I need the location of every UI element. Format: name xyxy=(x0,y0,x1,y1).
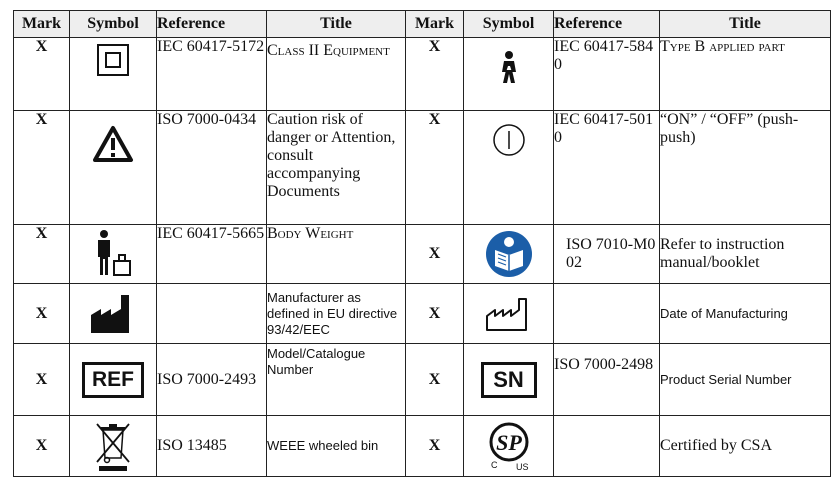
class-ii-icon xyxy=(96,43,130,77)
symbol-cell xyxy=(70,284,157,344)
reference-cell: IEC 60417-5172 xyxy=(157,38,267,111)
header-title-2: Title xyxy=(660,11,831,38)
body-weight-icon xyxy=(93,229,133,277)
title-cell: WEEE wheeled bin xyxy=(267,416,406,477)
table-row xyxy=(14,416,831,477)
reference-cell: ISO 7000-2498 xyxy=(554,344,660,416)
reference-cell: ISO 7000-0434 xyxy=(157,111,267,225)
symbol-cell xyxy=(70,344,157,416)
table-row xyxy=(14,111,831,225)
symbols-table xyxy=(13,10,831,477)
table-row xyxy=(14,284,831,344)
symbol-cell xyxy=(70,225,157,284)
mark-cell: X xyxy=(14,284,70,344)
title-cell: Model/Catalogue Number xyxy=(267,344,406,416)
header-symbol-2: Symbol xyxy=(464,11,554,38)
reference-cell xyxy=(157,284,267,344)
symbol-cell xyxy=(70,38,157,111)
header-reference-2: Reference xyxy=(554,11,660,38)
ref-icon: REF xyxy=(82,362,144,398)
title-cell: Product Serial Number xyxy=(660,344,831,416)
title-cell: Certified by CSA xyxy=(660,416,831,477)
csa-logo-text: SP xyxy=(495,430,522,455)
header-row xyxy=(14,11,831,38)
header-title: Title xyxy=(267,11,406,38)
instruction-manual-icon xyxy=(485,230,533,278)
csa-certified-icon xyxy=(485,420,533,472)
mark-cell: X xyxy=(406,38,464,111)
symbol-cell xyxy=(464,284,554,344)
symbol-cell xyxy=(464,111,554,225)
title-cell: Type B applied part xyxy=(660,38,831,111)
title-cell: Manufacturer as defined in EU directive 93/42/EEC xyxy=(267,284,406,344)
mark-cell: X xyxy=(406,111,464,225)
reference-cell: IEC 60417-5840 xyxy=(554,38,660,111)
title-cell: Class II Equipment xyxy=(267,38,406,111)
reference-cell xyxy=(554,416,660,477)
reference-cell: ISO 13485 xyxy=(157,416,267,477)
symbol-cell xyxy=(464,38,554,111)
title-cell: Caution risk of danger or Attention, consult accompanying Documents xyxy=(267,111,406,225)
symbol-cell xyxy=(464,416,554,477)
on-off-push-icon xyxy=(492,123,526,157)
mark-cell: X xyxy=(14,344,70,416)
table-row xyxy=(14,344,831,416)
date-of-manufacture-icon xyxy=(485,296,533,332)
symbol-cell xyxy=(70,111,157,225)
mark-cell: X xyxy=(14,38,70,111)
title-cell: “ON” / “OFF” (push-push) xyxy=(660,111,831,225)
csa-logo-sub-right: US xyxy=(515,462,529,472)
table-row xyxy=(14,38,831,111)
manufacturer-icon xyxy=(89,293,137,335)
table-row xyxy=(14,225,831,284)
mark-cell: X xyxy=(406,416,464,477)
mark-cell: X xyxy=(14,416,70,477)
symbol-cell xyxy=(464,344,554,416)
weee-bin-icon xyxy=(93,420,133,472)
title-cell: Refer to instruction manual/booklet xyxy=(660,225,831,284)
mark-cell: X xyxy=(14,225,70,284)
symbol-cell xyxy=(464,225,554,284)
type-b-applied-part-icon xyxy=(496,50,522,84)
serial-number-icon: SN xyxy=(481,362,537,398)
reference-cell: IEC 60417-5010 xyxy=(554,111,660,225)
symbol-cell xyxy=(70,416,157,477)
title-cell: Body Weight xyxy=(267,225,406,284)
header-mark: Mark xyxy=(14,11,70,38)
mark-cell: X xyxy=(14,111,70,225)
reference-cell: ISO 7010-M002 xyxy=(554,225,660,284)
mark-cell: X xyxy=(406,344,464,416)
title-cell: Date of Manufacturing xyxy=(660,284,831,344)
mark-cell: X xyxy=(406,284,464,344)
mark-cell: X xyxy=(406,225,464,284)
header-mark-2: Mark xyxy=(406,11,464,38)
header-reference: Reference xyxy=(157,11,267,38)
reference-cell: IEC 60417-5665 xyxy=(157,225,267,284)
csa-logo-sub-left: C xyxy=(490,460,497,470)
reference-cell xyxy=(554,284,660,344)
header-symbol: Symbol xyxy=(70,11,157,38)
reference-cell: ISO 7000-2493 xyxy=(157,344,267,416)
caution-triangle-icon xyxy=(92,125,134,163)
